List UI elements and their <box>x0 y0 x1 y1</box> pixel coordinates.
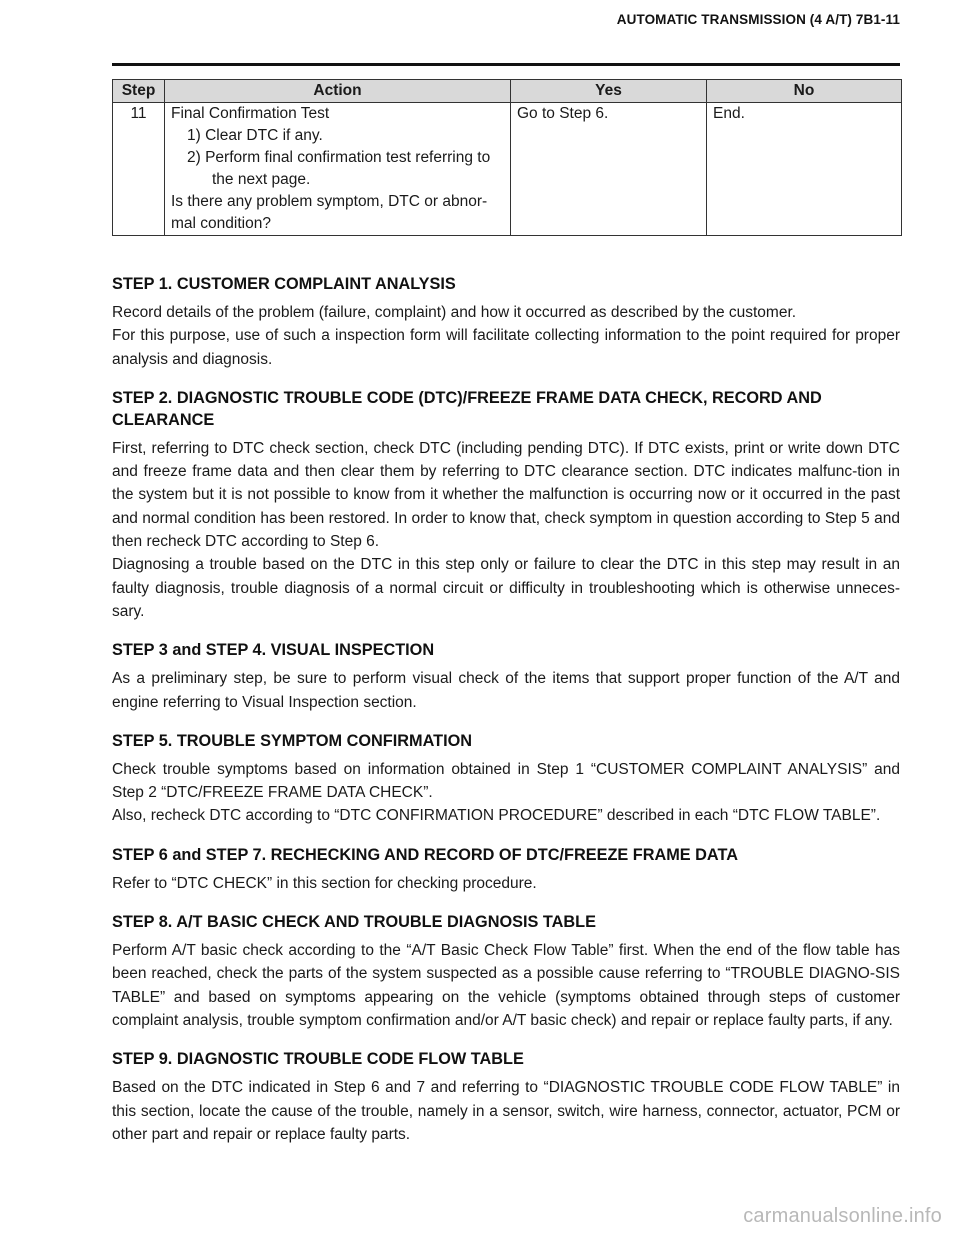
section-paragraph: Based on the DTC indicated in Step 6 and 7 and referring to “DIAGNOSTIC TROUBLE CODE FLOW TABLE” in this section, locate the cause of the trouble, namely in a sensor, switch, wire harness, connector, actuator, PCM or other part and repair or replace faulty parts. <box>112 1079 900 1143</box>
diagnosis-table <box>112 79 902 236</box>
action-question-1: Is there any problem symptom, DTC or abnor- <box>171 193 488 210</box>
section-step-9 <box>112 1048 900 1146</box>
section-step-3-4 <box>112 639 900 714</box>
section-heading: STEP 8. A/T BASIC CHECK AND TROUBLE DIAGNOSIS TABLE <box>112 913 596 932</box>
action-item-2-cont: the next page. <box>212 171 311 188</box>
section-paragraph: Also, recheck DTC according to “DTC CONFIRMATION PROCEDURE” described in each “DTC FLOW TABLE”. <box>112 807 881 825</box>
section-step-1 <box>112 273 900 371</box>
section-step-5 <box>112 730 900 828</box>
cell-action <box>165 103 511 236</box>
action-item-1: 1) Clear DTC if any. <box>187 127 323 144</box>
section-heading: STEP 2. DIAGNOSTIC TROUBLE CODE (DTC)/FREEZE FRAME DATA CHECK, RECORD AND CLEARANCE <box>112 388 822 429</box>
section-step-8 <box>112 911 900 1032</box>
page-header <box>112 0 900 66</box>
section-heading: STEP 5. TROUBLE SYMPTOM CONFIRMATION <box>112 731 473 750</box>
cell-yes: Go to Step 6. <box>511 103 707 236</box>
header-no: No <box>707 80 902 103</box>
cell-no: End. <box>707 103 902 236</box>
section-paragraph: Refer to “DTC CHECK” in this section for checking procedure. <box>112 874 537 892</box>
section-paragraph: Check trouble symptoms based on information obtained in Step 1 “CUSTOMER COMPLAINT ANALYSIS” and Step 2 “DTC/FREEZE FRAME DATA CHECK”. <box>112 760 900 802</box>
section-heading: STEP 1. CUSTOMER COMPLAINT ANALYSIS <box>112 275 456 293</box>
section-heading: STEP 3 and STEP 4. VISUAL INSPECTION <box>112 641 435 660</box>
action-question-2: mal condition? <box>171 215 271 232</box>
header-step: Step <box>113 80 165 103</box>
header-yes: Yes <box>511 80 707 103</box>
section-paragraph: Diagnosing a trouble based on the DTC in this step only or failure to clear the DTC in this step may result in an faulty diagnosis, trouble diagnosis of a normal circuit or difficulty in troubleshooting which is otherwise unneces-sary. <box>112 556 900 620</box>
table-header-row <box>113 80 902 103</box>
watermark-text: carmanualsonline.info <box>743 1205 942 1227</box>
section-step-2 <box>112 387 900 623</box>
header-action: Action <box>165 80 511 103</box>
section-step-6-7 <box>112 844 900 895</box>
section-heading: STEP 6 and STEP 7. RECHECKING AND RECORD OF DTC/FREEZE FRAME DATA <box>112 845 738 864</box>
cell-step: 11 <box>113 103 165 236</box>
section-heading: STEP 9. DIAGNOSTIC TROUBLE CODE FLOW TABLE <box>112 1050 524 1069</box>
section-paragraph: Perform A/T basic check according to the “A/T Basic Check Flow Table” first. When the end of the flow table has been reached, check the parts of the system suspected as a possible cause referring to “TROUBLE DIAGNO-SIS TABLE” and based on symptoms appearing on the vehicle (symptoms obtained through steps of customer complaint analysis, trouble symptom confirmation and/or A/T basic check) and repair or replace faulty parts, if any. <box>112 942 900 1029</box>
header-title: AUTOMATIC TRANSMISSION (4 A/T) 7B1-11 <box>616 12 900 27</box>
table-row <box>113 103 902 236</box>
body-content <box>112 273 900 1162</box>
action-item-2: 2) Perform final confirmation test referring to <box>187 149 491 166</box>
section-paragraph: First, referring to DTC check section, check DTC (including pending DTC). If DTC exists, print or write down DTC and freeze frame data and then clear them by referring to DTC clearance section. DTC indicates malfunc-tion in the system but it is not possible to know from it whether the malfunction is occurring now or it occurred in the past and normal condition has been restored. In order to know that, check symptom in question according to Step 5 and then recheck DTC according to Step 6. <box>112 439 900 551</box>
section-paragraph: As a preliminary step, be sure to perform visual check of the items that support proper function of the A/T and engine referring to Visual Inspection section. <box>112 670 900 711</box>
action-title: Final Confirmation Test <box>171 105 330 122</box>
section-paragraph: For this purpose, use of such a inspection form will facilitate collecting information to the point required for proper analysis and diagnosis. <box>112 327 900 368</box>
section-paragraph: Record details of the problem (failure, complaint) and how it occurred as described by the customer. <box>112 304 797 321</box>
